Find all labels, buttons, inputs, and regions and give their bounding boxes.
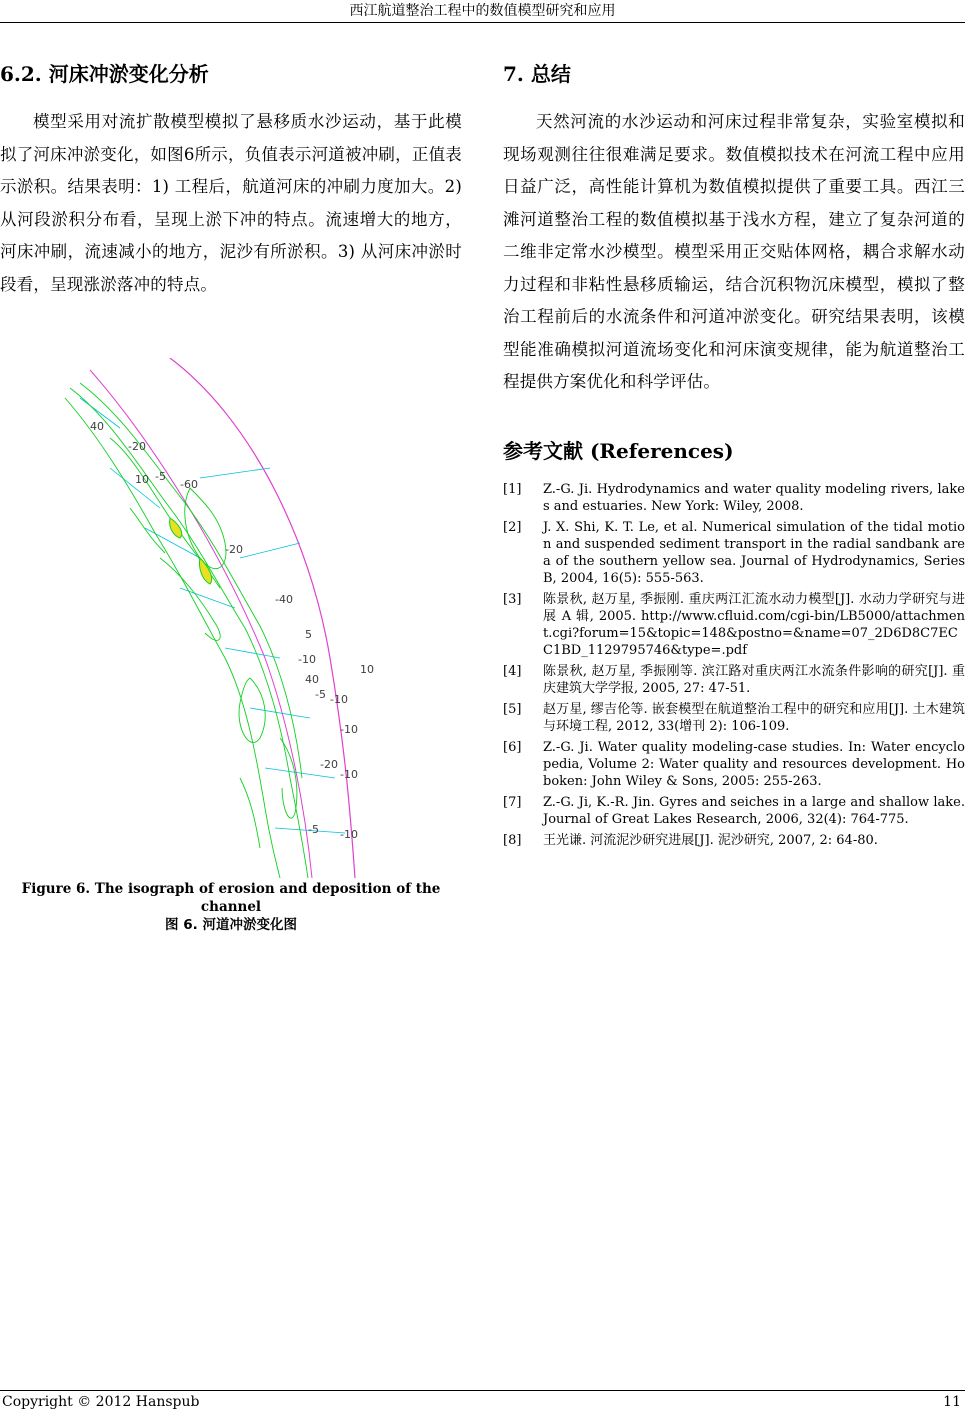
reference-item [503,519,965,587]
references-list [503,481,965,849]
page-number: 11 [943,1394,961,1410]
contour-line [65,398,280,878]
left-column [0,58,462,301]
section-title: 河床冲淤变化分析 [48,62,209,86]
figure-caption-zh: 图 6. 河道冲淤变化图 [165,917,297,933]
contour-label: 10 [135,473,149,486]
contour-label: -10 [340,768,358,781]
references-title-en: (References) [589,438,734,463]
contour-label: 10 [360,663,374,676]
reference-number: [1] [503,481,522,497]
contour-label: -40 [275,593,293,606]
contour-label: -60 [180,478,198,491]
mesh-line [240,543,300,558]
reference-text: Z.-G. Ji. Hydrodynamics and water quality modeling rivers, lakes and estuaries. New York: Wiley, 2008. [543,481,965,514]
copyright-notice: Copyright © 2012 Hanspub [2,1394,200,1410]
running-header: 西江航道整治工程中的数值模型研究和应用 [349,3,616,19]
contour-line [240,778,260,848]
reference-item [503,794,965,828]
contour-label: -20 [225,543,243,556]
section-paragraph: 模型采用对流扩散模型模拟了悬移质水沙运动，基于此模拟了河床冲淤变化，如图6所示，负值表示河道被冲刷，正值表示淤积。结果表明：1) 工程后，航道河床的冲刷力度加大。2) 从河段淤积分布看，呈现上淤下冲的特点。流速增大的地方，河床冲刷，流速减小的地方，泥沙有所淤积。3) 从河床冲淤时段看，呈现涨淤落冲的特点。 [0,112,462,294]
section-title: 总结 [530,62,571,86]
contour-line [280,738,297,818]
right-column [503,58,965,853]
contour-line [185,488,226,569]
reference-item [503,832,965,849]
contour-label: -20 [128,440,146,453]
contour-label: -5 [155,470,166,483]
reference-number: [8] [503,832,522,848]
mesh-line [200,468,270,478]
contour-label: -10 [340,723,358,736]
reference-text: 陈景秋, 赵万星, 季振刚. 重庆两江汇流水动力模型[J]. 水动力学研究与进展 A 辑, 2005. http://www.cfluid.com/cgi-bin/LB5000/attachment.cgi?forum=15&topic=148&postno=&name=07_2D6D8C7ECC1BD_1129795746&type=.pdf [543,591,965,658]
section-heading-7 [503,58,965,90]
reference-text: Z.-G. Ji. Water quality modeling-case studies. In: Water encyclopedia, Volume 2: Water quality and resources development. Hoboken: John Wiley & Sons, 2005: 255-263. [543,739,965,789]
reference-text: 陈景秋, 赵万星, 季振刚等. 滨江路对重庆两江水流条件影响的研究[J]. 重庆建筑大学学报, 2005, 27: 47-51. [543,663,965,696]
summary-paragraph: 天然河流的水沙运动和河床过程非常复杂，实验室模拟和现场观测往往很难满足要求。数值模拟技术在河流工程中应用日益广泛，高性能计算机为数值模拟提供了重要工具。西江三滩河道整治工程的数值模拟基于浅水方程，建立了复杂河道的二维非定常水沙模型。模型采用正交贴体网格，耦合求解水动力过程和非粘性悬移质输运，结合沉积物沉床模型，模拟了整治工程前后的水流条件和河道冲淤变化。研究结果表明，该模型能准确模拟河道流场变化和河床演变规律，能为航道整治工程提供方案优化和科学评估。 [503,112,965,391]
figure-6 [0,358,462,934]
contour-label: -5 [308,823,319,836]
contour-label: 40 [90,420,104,433]
contour-line [70,388,308,878]
reference-item [503,591,965,659]
reference-text: 王光谦. 河流泥沙研究进展[J]. 泥沙研究, 2007, 2: 64-80. [543,832,878,848]
contour-label: -20 [320,758,338,771]
reference-number: [3] [503,591,522,607]
contour-label: -5 [315,688,326,701]
reference-text: J. X. Shi, K. T. Le, et al. Numerical simulation of the tidal motion and suspended sediment transport in the radial sandbank area of the southern yellow sea. Journal of Hydrodynamics, Series B, 2004, 16(5): 555-563. [543,519,965,586]
section-number: 7. [503,62,524,86]
reference-number: [7] [503,794,522,810]
contour-label: 5 [305,628,312,641]
contour-label: -10 [298,653,316,666]
reference-item [503,701,965,735]
river-bank-inner [90,370,312,878]
footer-rule [0,1390,965,1391]
river-bank-outer [170,358,355,878]
contour-label: 40 [305,673,319,686]
contour-line [130,508,165,553]
erosion-deposition-isograph [50,358,380,878]
mesh-line [250,708,310,718]
reference-text: Z.-G. Ji, K.-R. Jin. Gyres and seiches in a large and shallow lake. Journal of Great Lakes Research, 2006, 32(4): 764-775. [543,794,965,827]
reference-item [503,663,965,697]
contour-label: -10 [340,828,358,841]
reference-item [503,739,965,790]
contour-label: -10 [330,693,348,706]
references-title-zh: 参考文献 [503,438,583,463]
reference-number: [5] [503,701,522,717]
figure-caption-en: Figure 6. The isograph of erosion and deposition of the channel [21,881,441,915]
reference-number: [4] [503,663,522,679]
reference-number: [2] [503,519,522,535]
header-rule [0,22,965,23]
references-heading [503,435,965,467]
deposit-patch [170,518,182,538]
section-heading-6-2 [0,58,462,90]
section-number: 6.2. [0,62,42,86]
reference-item [503,481,965,515]
reference-text: 赵万星, 缪吉伦等. 嵌套模型在航道整治工程中的研究和应用[J]. 土木建筑与环境工程, 2012, 33(增刊 2): 106-109. [543,701,965,734]
contour-line [80,383,302,778]
reference-number: [6] [503,739,522,755]
